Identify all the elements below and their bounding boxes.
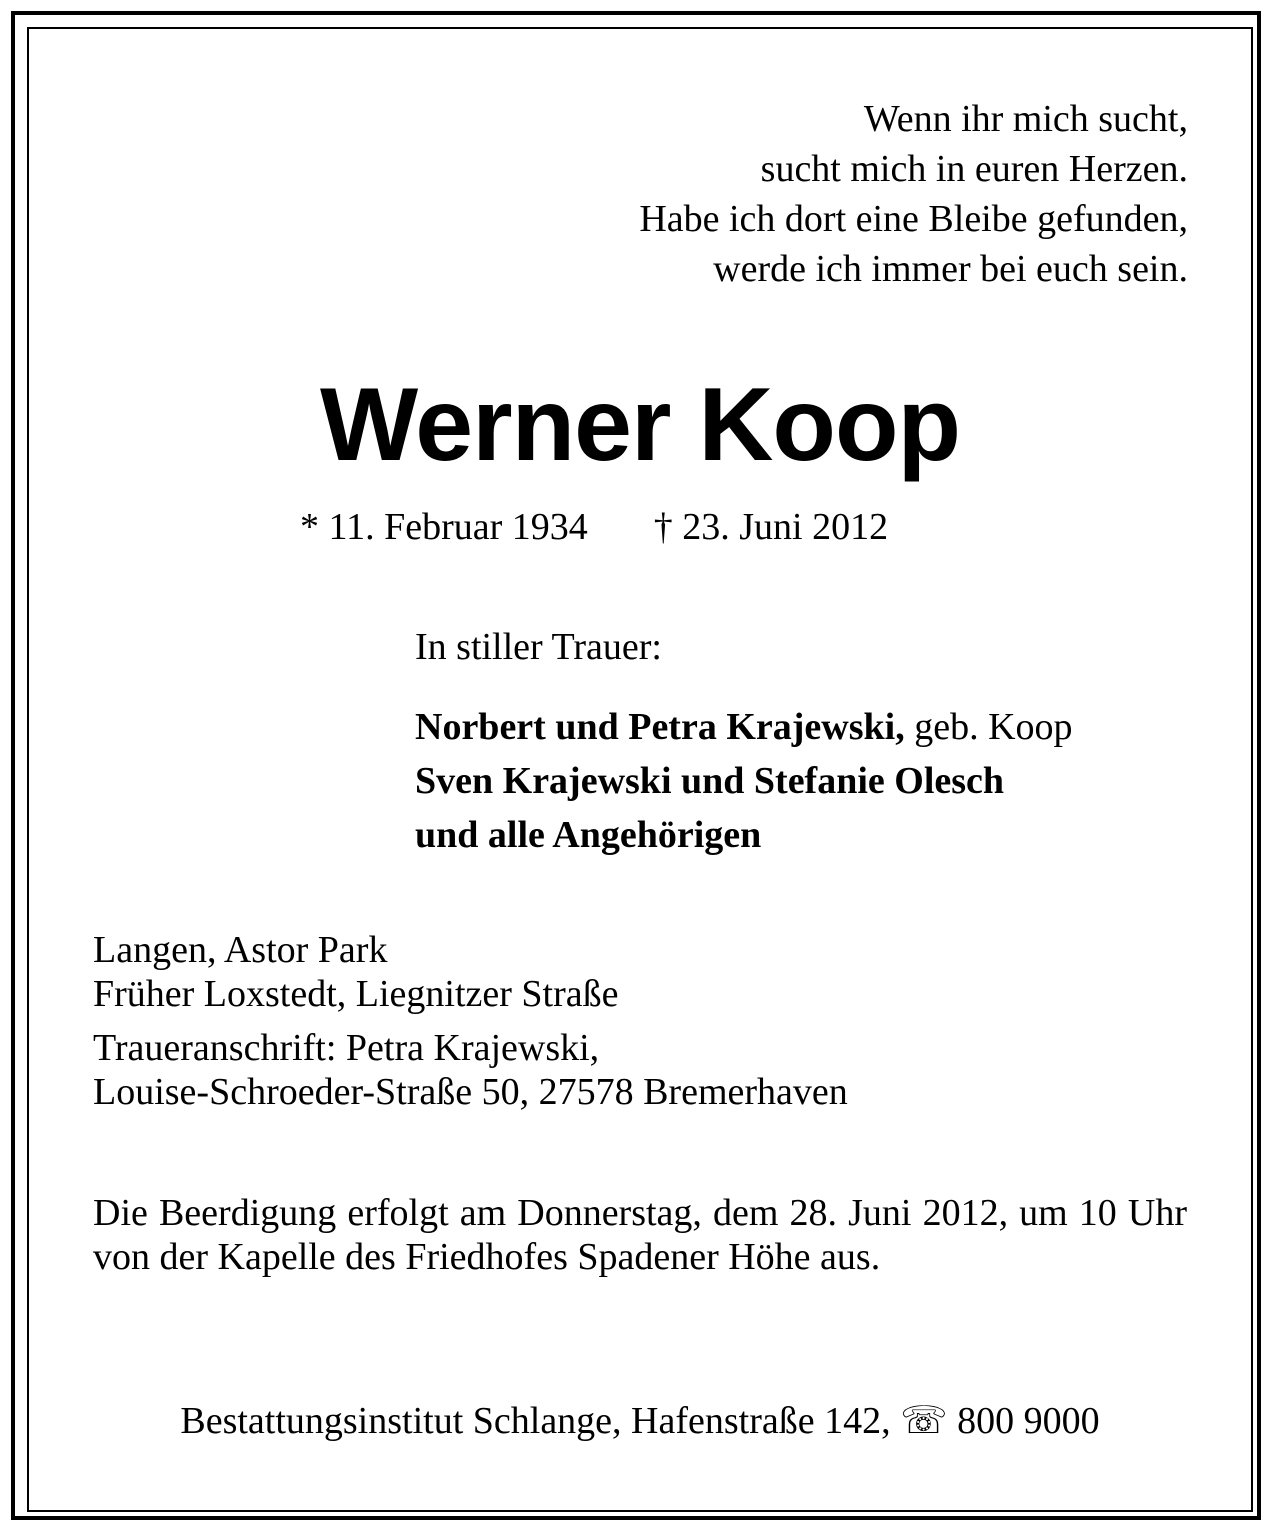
mourners-list (415, 700, 1073, 862)
poem-line: Habe ich dort eine Bleibe gefunden, (639, 198, 1188, 240)
mourner-line (415, 700, 1073, 754)
address-line: Langen, Astor Park (93, 929, 388, 971)
poem-line: werde ich immer bei euch sein. (713, 248, 1188, 290)
funeral-home-footer: Bestattungsinstitut Schlange, Hafenstraße 142, ☏ 800 9000 (180, 1400, 1100, 1442)
mourner-line: und alle Angehörigen (415, 814, 762, 856)
life-dates (300, 504, 888, 550)
deceased-name: Werner Koop (319, 367, 960, 483)
death-date: † 23. Juni 2012 (653, 506, 889, 548)
poem-line: sucht mich in euren Herzen. (760, 148, 1188, 190)
mourner-line: Sven Krajewski und Stefanie Olesch (415, 760, 1005, 802)
address-block (93, 928, 848, 1114)
address-line: Traueranschrift: Petra Krajewski, (93, 1027, 600, 1069)
mourning-heading: In stiller Trauer: (415, 626, 662, 668)
address-line: Louise-Schroeder-Straße 50, 27578 Bremerhaven (93, 1071, 848, 1113)
mourner-names: Norbert und Petra Krajewski, (415, 706, 905, 748)
mourner-note: geb. Koop (904, 706, 1073, 748)
address-line: Früher Loxstedt, Liegnitzer Straße (93, 973, 619, 1015)
funeral-notice: Die Beerdigung erfolgt am Donnerstag, dem 28. Juni 2012, um 10 Uhr von der Kapelle des Friedhofes Spadener Höhe aus. (93, 1192, 1187, 1278)
poem (639, 94, 1188, 294)
birth-date: * 11. Februar 1934 (300, 506, 588, 548)
poem-line: Wenn ihr mich sucht, (863, 98, 1188, 140)
